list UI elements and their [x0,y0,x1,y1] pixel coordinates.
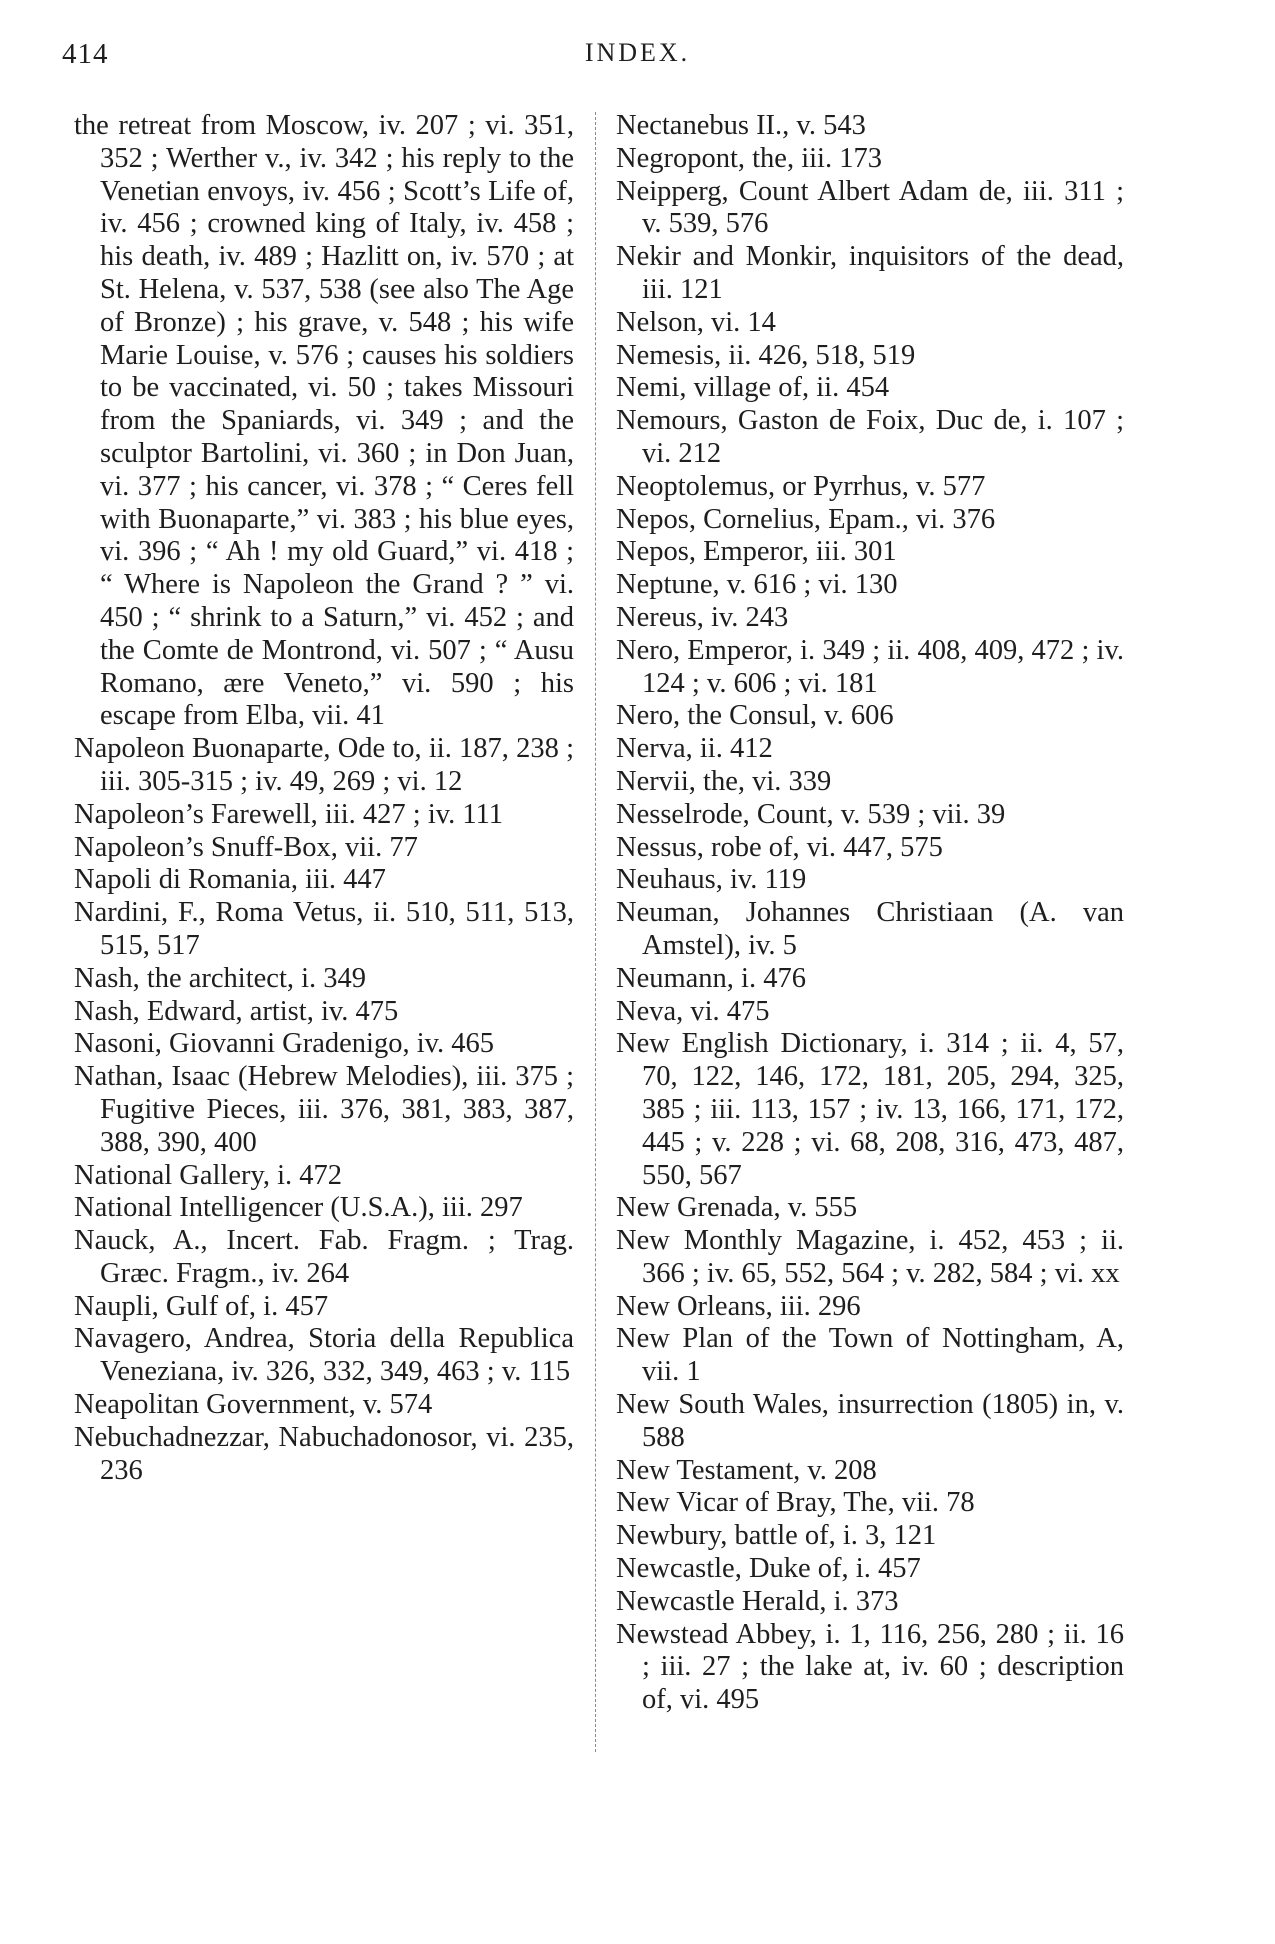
index-entry: Napoleon Buonaparte, Ode to, ii. 187, 238 ; iii. 305-315 ; iv. 49, 269 ; vi. 12 [74,733,574,797]
index-entry: New Orleans, iii. 296 [616,1290,861,1322]
index-entry: National Intelligencer (U.S.A.), iii. 297 [74,1192,523,1224]
page-header [0,38,1275,82]
index-entry: Nervii, the, vi. 339 [616,765,832,797]
index-entry: New Vicar of Bray, The, vii. 78 [616,1487,975,1519]
index-column-left [74,110,574,1487]
index-entry: New Testament, v. 208 [616,1454,877,1486]
index-entry: Nero, the Consul, v. 606 [616,700,894,732]
page-number: 414 [62,38,109,70]
index-entry: Newcastle Herald, i. 373 [616,1585,899,1617]
index-entry: Napoli di Romania, iii. 447 [74,864,386,896]
index-entry: Negropont, the, iii. 173 [616,142,882,174]
index-entry: Nardini, F., Roma Vetus, ii. 510, 511, 513, 515, 517 [74,897,574,961]
index-entry: Nasoni, Giovanni Gradenigo, iv. 465 [74,1028,495,1060]
index-entry: Neuman, Johannes Christiaan (A. van Amstel), iv. 5 [616,897,1124,961]
index-entry: New South Wales, insurrection (1805) in, v. 588 [616,1389,1124,1453]
column-divider [595,112,596,1752]
index-entry: New English Dictionary, i. 314 ; ii. 4, 57, 70, 122, 146, 172, 181, 205, 294, 325, 385 ; iii. 113, 157 ; iv. 13, 166, 171, 172, 445 ; v. 228 ; vi. 68, 208, 316, 473, 487, 550, 567 [616,1028,1124,1191]
index-entry: Neva, vi. 475 [616,995,770,1027]
index-entry: Newstead Abbey, i. 1, 116, 256, 280 ; ii. 16 ; iii. 27 ; the lake at, iv. 60 ; description of, vi. 495 [616,1618,1124,1716]
index-entry: Nathan, Isaac (Hebrew Melodies), iii. 375 ; Fugitive Pieces, iii. 376, 381, 383, 387, 388, 390, 400 [74,1061,574,1158]
index-entry: Neoptolemus, or Pyrrhus, v. 577 [616,470,986,502]
index-entry: New Grenada, v. 555 [616,1192,858,1224]
index-entry: Neuhaus, iv. 119 [616,864,807,896]
index-entry: Nepos, Cornelius, Epam., vi. 376 [616,503,996,535]
index-entry: Nelson, vi. 14 [616,306,776,338]
index-entry: Nash, Edward, artist, iv. 475 [74,995,399,1027]
index-entry: Navagero, Andrea, Storia della Republica Veneziana, iv. 326, 332, 349, 463 ; v. 115 [74,1323,574,1388]
index-entry: Nereus, iv. 243 [616,601,789,633]
index-entry: New Plan of the Town of Nottingham, A, vii. 1 [616,1323,1124,1388]
running-head: INDEX. [584,38,691,67]
index-entry: National Gallery, i. 472 [74,1159,343,1191]
index-entry: Nero, Emperor, i. 349 ; ii. 408, 409, 472 ; iv. 124 ; v. 606 ; vi. 181 [616,634,1124,699]
index-entry: Nekir and Monkir, inquisitors of the dead, iii. 121 [616,241,1124,305]
index-entry: Nebuchadnezzar, Nabuchadonosor, vi. 235, 236 [74,1421,574,1486]
index-column-right [616,110,1124,1717]
index-entry: Neipperg, Count Albert Adam de, iii. 311 ; v. 539, 576 [616,175,1124,240]
index-entry: Nemours, Gaston de Foix, Duc de, i. 107 ; vi. 212 [616,405,1124,469]
index-entry: Nemesis, ii. 426, 518, 519 [616,339,916,371]
index-entry: Newbury, battle of, i. 3, 121 [616,1520,937,1552]
index-entry: Nesselrode, Count, v. 539 ; vii. 39 [616,798,1006,830]
index-entry: Napoleon’s Farewell, iii. 427 ; iv. 111 [74,798,504,830]
index-entry: New Monthly Magazine, i. 452, 453 ; ii. 366 ; iv. 65, 552, 564 ; v. 282, 584 ; vi. xx [616,1225,1124,1289]
index-entry: Nash, the architect, i. 349 [74,962,367,994]
index-entry: Naupli, Gulf of, i. 457 [74,1290,329,1322]
index-entry: Nauck, A., Incert. Fab. Fragm. ; Trag. Græc. Fragm., iv. 264 [74,1225,574,1289]
index-entry: Nectanebus II., v. 543 [616,110,866,141]
index-entry: Napoleon’s Snuff-Box, vii. 77 [74,831,418,863]
index-entry: Neptune, v. 616 ; vi. 130 [616,569,898,601]
index-entry: Neapolitan Government, v. 574 [74,1389,433,1421]
index-entry: Nemi, village of, ii. 454 [616,372,890,404]
index-entry: the retreat from Moscow, iv. 207 ; vi. 351, 352 ; Werther v., iv. 342 ; his reply to the Venetian envoys, iv. 456 ; Scott’s Life of, iv. 456 ; crowned king of Italy, iv. 458 ; his death, iv. 489 ; Hazlitt on, iv. 570 ; at St. Helena, v. 537, 538 (see also The Age of Bronze) ; his grave, v. 548 ; his wife Marie Louise, v. 576 ; causes his soldiers to be vaccinated, vi. 50 ; takes Missouri from the Spaniards, vi. 349 ; and the sculptor Bartolini, vi. 360 ; in Don Juan, vi. 377 ; his cancer, vi. 378 ; “ Ceres fell with Buonaparte,” vi. 383 ; his blue eyes, vi. 396 ; “ Ah ! my old Guard,” vi. 418 ; “ Where is Napoleon the Grand ? ” vi. 450 ; “ shrink to a Saturn,” vi. 452 ; and the Comte de Montrond, vi. 507 ; “ Ausu Romano, ære Veneto,” vi. 590 ; his escape from Elba, vii. 41 [74,110,574,732]
index-entry: Nerva, ii. 412 [616,733,773,765]
index-entry: Nepos, Emperor, iii. 301 [616,536,897,568]
index-entry: Newcastle, Duke of, i. 457 [616,1553,921,1585]
index-entry: Nessus, robe of, vi. 447, 575 [616,831,943,863]
index-entry: Neumann, i. 476 [616,962,806,994]
